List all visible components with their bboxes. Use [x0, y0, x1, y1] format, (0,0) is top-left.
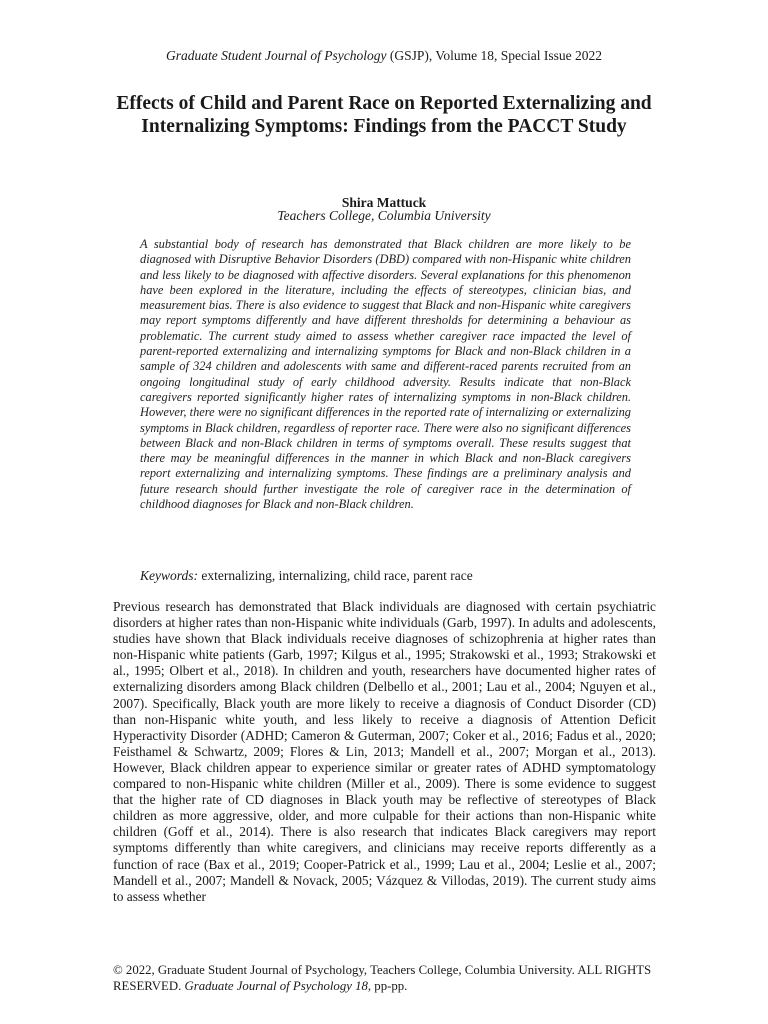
copyright-footer [113, 963, 656, 994]
abstract: A substantial body of research has demonstrated that Black children are more likely to be diagnosed with Disruptive Behavior Disorders (DBD) compared with non-Hispanic white children and less likely to be diagnosed with affective disorders. Several explanations for this phenomenon have been explored in the literature, including the effects of stereotypes, clinician bias, and measurement bias. There is also evidence to suggest that Black and non-Hispanic white caregivers may report symptoms differently and have different thresholds for determining a behaviour as problematic. The current study aimed to assess whether caregiver race impacted the level of parent-reported externalizing and internalizing symptoms for Black and non-Black children in a sample of 324 children and adolescents with same and different-raced parents recruited from an ongoing longitudinal study of early childhood adversity. Results indicate that non-Black caregivers reported significantly higher rates of internalizing symptoms in non-Black children. However, there were no significant differences in the reported rate of internalizing or externalizing symptoms in Black children, regardless of reporter race. There were also no significant differences between Black and non-Black children in terms of symptoms overall. These results suggest that there may be meaningful differences in the manner in which Black and non-Black caregivers report externalizing and internalizing symptoms. These findings are a preliminary analysis and future research should further investigate the role of caregiver race in the determination of childhood diagnoses for Black and non-Black children. [140, 237, 631, 512]
footer-journal: Graduate Journal of Psychology 18 [184, 978, 368, 993]
footer-pages: , pp-pp. [367, 978, 408, 993]
author-affiliation: Teachers College, Columbia University [277, 208, 491, 223]
copyright-text: © 2022, Graduate Student Journal of Psychology, Teachers College, Columbia University. ALL RIGHTS RESERVED. [113, 963, 652, 993]
keywords-label: Keywords: [140, 568, 198, 583]
keywords-list: externalizing, internalizing, child race, parent race [198, 568, 473, 583]
article-title: Effects of Child and Parent Race on Reported Externalizing and Internalizing Symptoms: Findings from the PACCT Study [116, 93, 652, 137]
journal-name: Graduate Student Journal of Psychology [166, 48, 387, 63]
journal-volume: (GSJP), Volume 18, Special Issue 2022 [386, 48, 602, 63]
body-paragraph: Previous research has demonstrated that Black individuals are diagnosed with certain psychiatric disorders at higher rates than non-Hispanic white individuals (Garb, 1997). In adults and adolescents, studies have shown that Black individuals receive diagnoses of schizophrenia at higher rates than non-Hispanic white patients (Garb, 1997; Kilgus et al., 1995; Strakowski et al., 1993; Strakowski et al., 1995; Olbert et al., 2018). In children and youth, researchers have documented higher rates of externalizing disorders among Black children (Delbello et al., 2001; Lau et al., 2004; Nguyen et al., 2007). Specifically, Black youth are more likely to receive a diagnosis of Conduct Disorder (CD) than non-Hispanic white youth, and less likely to receive a diagnosis of Attention Deficit Hyperactivity Disorder (ADHD; Cameron & Guterman, 2007; Coker et al., 2016; Fadus et al., 2020; Feisthamel & Schwartz, 2009; Flores & Lin, 2013; Mandell et al., 2007; Morgan et al., 2013). However, Black children appear to experience similar or greater rates of ADHD symptomatology compared to non-Hispanic white children (Miller et al., 2009). There is some evidence to suggest that the higher rate of CD diagnoses in Black youth may be reflective of stereotypes of Black children as more aggressive, older, and more culpable for their actions than non-Hispanic white children (Goff et al., 2014). There is also research that indicates Black caregivers may report symptoms differently than white caregivers, and clinicians may receive reports differently as a function of race (Bax et al., 2019; Cooper-Patrick et al., 1999; Lau et al., 2004; Leslie et al., 2007; Mandell et al., 2007; Mandell & Novack, 2005; Vázquez & Villodas, 2019). The current study aims to assess whether [113, 599, 656, 904]
journal-header [0, 48, 768, 64]
author-name: Shira Mattuck [341, 195, 427, 210]
keywords [140, 568, 640, 584]
